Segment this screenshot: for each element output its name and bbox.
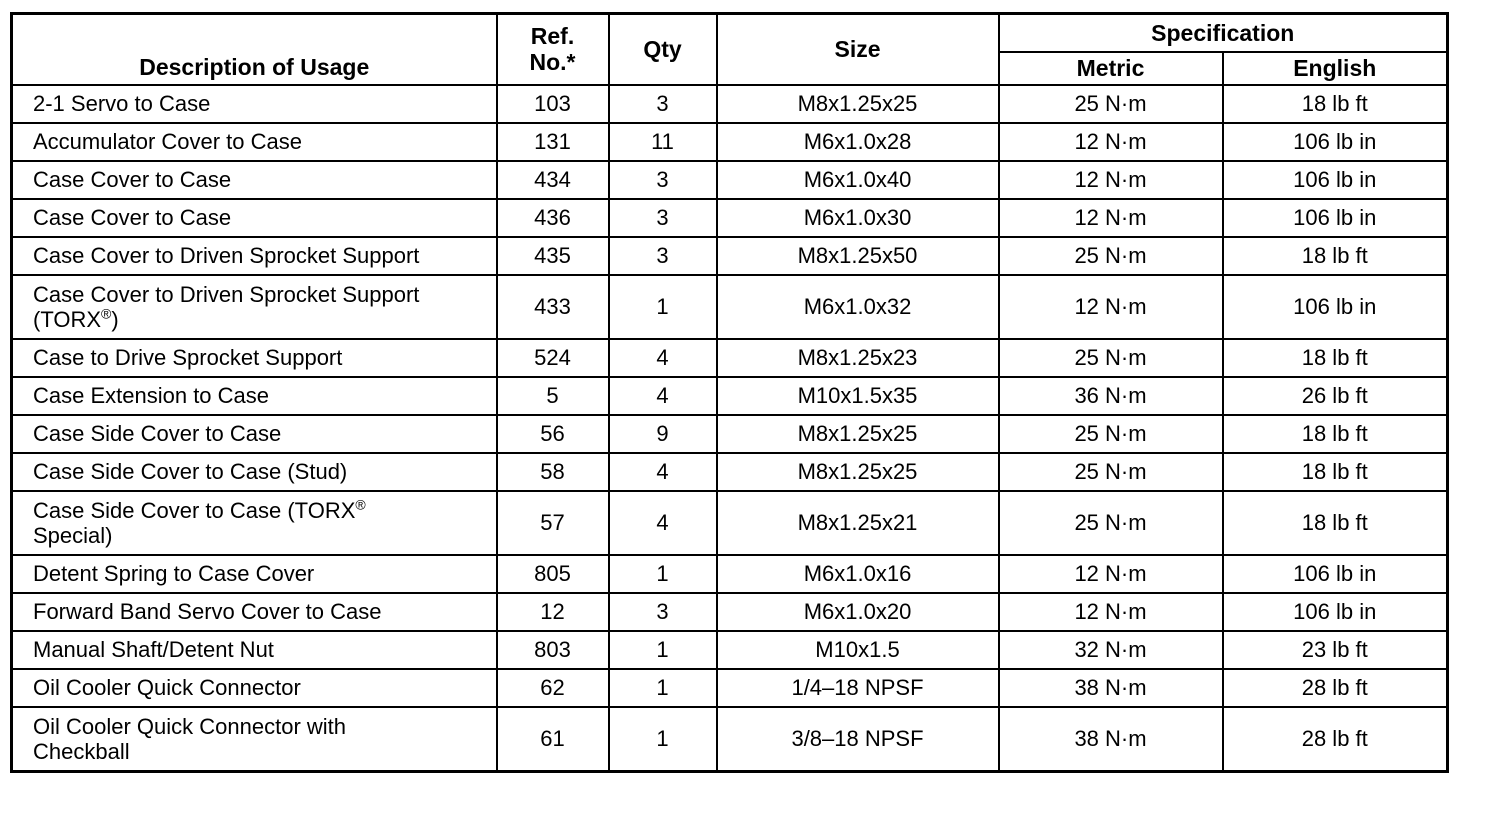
cell-qty: 1	[609, 669, 717, 707]
description-line: Case Side Cover to Case (TORX	[33, 497, 356, 523]
cell-qty: 4	[609, 453, 717, 491]
registered-mark: ®	[101, 305, 112, 322]
cell-description	[12, 275, 497, 339]
cell-qty: 3	[609, 593, 717, 631]
description-line: 2-1 Servo to Case	[33, 91, 211, 116]
table-row	[12, 415, 1448, 453]
description-line: Case Cover to Case	[33, 205, 232, 230]
cell-metric: 38 N·m	[999, 669, 1223, 707]
description-line: Case Cover to Case	[33, 167, 232, 192]
description-line: Oil Cooler Quick Connector	[33, 675, 301, 700]
cell-qty: 3	[609, 237, 717, 275]
header-english: English	[1223, 52, 1448, 85]
cell-metric: 25 N·m	[999, 237, 1223, 275]
cell-size: M6x1.0x28	[717, 123, 999, 161]
cell-description	[12, 669, 497, 707]
cell-qty: 4	[609, 377, 717, 415]
cell-qty: 3	[609, 199, 717, 237]
cell-description	[12, 631, 497, 669]
cell-english: 18 lb ft	[1223, 453, 1448, 491]
cell-size: M6x1.0x16	[717, 555, 999, 593]
cell-description	[12, 491, 497, 555]
cell-metric: 12 N·m	[999, 199, 1223, 237]
cell-description	[12, 85, 497, 123]
cell-english: 106 lb in	[1223, 161, 1448, 199]
cell-size: M8x1.25x25	[717, 85, 999, 123]
cell-ref-no: 12	[497, 593, 609, 631]
cell-description	[12, 415, 497, 453]
cell-english: 18 lb ft	[1223, 339, 1448, 377]
cell-english: 18 lb ft	[1223, 237, 1448, 275]
table-row	[12, 123, 1448, 161]
description-line: Case Extension to Case	[33, 383, 270, 408]
cell-description	[12, 707, 497, 772]
cell-description	[12, 377, 497, 415]
cell-size: M10x1.5x35	[717, 377, 999, 415]
cell-qty: 1	[609, 631, 717, 669]
description-line: Case Side Cover to Case (Stud)	[33, 459, 348, 484]
cell-metric: 25 N·m	[999, 339, 1223, 377]
description-line: Detent Spring to Case Cover	[33, 561, 315, 586]
cell-ref-no: 524	[497, 339, 609, 377]
cell-description	[12, 453, 497, 491]
registered-mark: ®	[355, 496, 366, 513]
description-line-2-end: )	[111, 306, 119, 332]
cell-ref-no: 57	[497, 491, 609, 555]
cell-size: M6x1.0x30	[717, 199, 999, 237]
cell-ref-no: 436	[497, 199, 609, 237]
header-size: Size	[717, 14, 999, 85]
cell-english: 28 lb ft	[1223, 669, 1448, 707]
table-row	[12, 275, 1448, 339]
cell-english: 28 lb ft	[1223, 707, 1448, 772]
header-specification: Specification	[999, 14, 1448, 52]
cell-ref-no: 58	[497, 453, 609, 491]
cell-qty: 4	[609, 339, 717, 377]
cell-description	[12, 237, 497, 275]
cell-metric: 12 N·m	[999, 593, 1223, 631]
table-row	[12, 237, 1448, 275]
cell-size: 1/4–18 NPSF	[717, 669, 999, 707]
cell-ref-no: 56	[497, 415, 609, 453]
table-row	[12, 593, 1448, 631]
table-body	[12, 85, 1448, 772]
cell-metric: 25 N·m	[999, 491, 1223, 555]
table-header	[12, 14, 1448, 85]
cell-description	[12, 123, 497, 161]
table-row	[12, 631, 1448, 669]
cell-english: 18 lb ft	[1223, 415, 1448, 453]
description-line: Manual Shaft/Detent Nut	[33, 637, 274, 662]
description-line: Case Side Cover to Case	[33, 421, 282, 446]
cell-size: M8x1.25x21	[717, 491, 999, 555]
cell-size: M6x1.0x20	[717, 593, 999, 631]
cell-size: M8x1.25x25	[717, 415, 999, 453]
table-row	[12, 453, 1448, 491]
description-line: Forward Band Servo Cover to Case	[33, 599, 382, 624]
cell-description	[12, 161, 497, 199]
cell-metric: 38 N·m	[999, 707, 1223, 772]
cell-description	[12, 555, 497, 593]
cell-qty: 9	[609, 415, 717, 453]
cell-size: M8x1.25x50	[717, 237, 999, 275]
description-line-2: Special)	[33, 522, 113, 548]
table-row	[12, 161, 1448, 199]
cell-english: 26 lb ft	[1223, 377, 1448, 415]
header-description: Description of Usage	[12, 14, 497, 85]
description-line-2: (TORX	[33, 306, 102, 332]
cell-qty: 1	[609, 555, 717, 593]
cell-english: 106 lb in	[1223, 555, 1448, 593]
table-row	[12, 339, 1448, 377]
cell-qty: 11	[609, 123, 717, 161]
description-line: Accumulator Cover to Case	[33, 129, 302, 154]
cell-size: M8x1.25x25	[717, 453, 999, 491]
cell-qty: 3	[609, 161, 717, 199]
cell-metric: 12 N·m	[999, 161, 1223, 199]
cell-size: 3/8–18 NPSF	[717, 707, 999, 772]
table-row	[12, 377, 1448, 415]
cell-english: 18 lb ft	[1223, 85, 1448, 123]
cell-ref-no: 131	[497, 123, 609, 161]
cell-qty: 1	[609, 275, 717, 339]
cell-english: 18 lb ft	[1223, 491, 1448, 555]
cell-english: 106 lb in	[1223, 123, 1448, 161]
cell-metric: 12 N·m	[999, 275, 1223, 339]
cell-ref-no: 805	[497, 555, 609, 593]
cell-description	[12, 339, 497, 377]
table-row	[12, 491, 1448, 555]
cell-english: 106 lb in	[1223, 593, 1448, 631]
header-qty: Qty	[609, 14, 717, 85]
cell-english: 23 lb ft	[1223, 631, 1448, 669]
cell-qty: 3	[609, 85, 717, 123]
cell-metric: 12 N·m	[999, 555, 1223, 593]
description-line: Case Cover to Driven Sprocket Support	[33, 281, 420, 307]
cell-ref-no: 61	[497, 707, 609, 772]
description-line: Case to Drive Sprocket Support	[33, 345, 343, 370]
table-row	[12, 555, 1448, 593]
cell-description	[12, 199, 497, 237]
table-row	[12, 707, 1448, 772]
torque-spec-table	[10, 12, 1449, 773]
description-line-2: Checkball	[33, 738, 130, 764]
cell-metric: 25 N·m	[999, 453, 1223, 491]
cell-ref-no: 62	[497, 669, 609, 707]
cell-size: M6x1.0x40	[717, 161, 999, 199]
table-row	[12, 199, 1448, 237]
header-ref-no: Ref. No.*	[497, 14, 609, 85]
table-row	[12, 669, 1448, 707]
cell-english: 106 lb in	[1223, 275, 1448, 339]
cell-qty: 1	[609, 707, 717, 772]
cell-ref-no: 5	[497, 377, 609, 415]
cell-metric: 12 N·m	[999, 123, 1223, 161]
cell-ref-no: 433	[497, 275, 609, 339]
cell-size: M10x1.5	[717, 631, 999, 669]
description-line: Oil Cooler Quick Connector with	[33, 713, 347, 739]
cell-ref-no: 103	[497, 85, 609, 123]
cell-metric: 32 N·m	[999, 631, 1223, 669]
description-line: Case Cover to Driven Sprocket Support	[33, 243, 420, 268]
table-row	[12, 85, 1448, 123]
cell-english: 106 lb in	[1223, 199, 1448, 237]
cell-description	[12, 593, 497, 631]
cell-ref-no: 435	[497, 237, 609, 275]
cell-metric: 25 N·m	[999, 85, 1223, 123]
cell-qty: 4	[609, 491, 717, 555]
cell-size: M8x1.25x23	[717, 339, 999, 377]
cell-metric: 25 N·m	[999, 415, 1223, 453]
cell-size: M6x1.0x32	[717, 275, 999, 339]
header-metric: Metric	[999, 52, 1223, 85]
cell-metric: 36 N·m	[999, 377, 1223, 415]
cell-ref-no: 434	[497, 161, 609, 199]
cell-ref-no: 803	[497, 631, 609, 669]
